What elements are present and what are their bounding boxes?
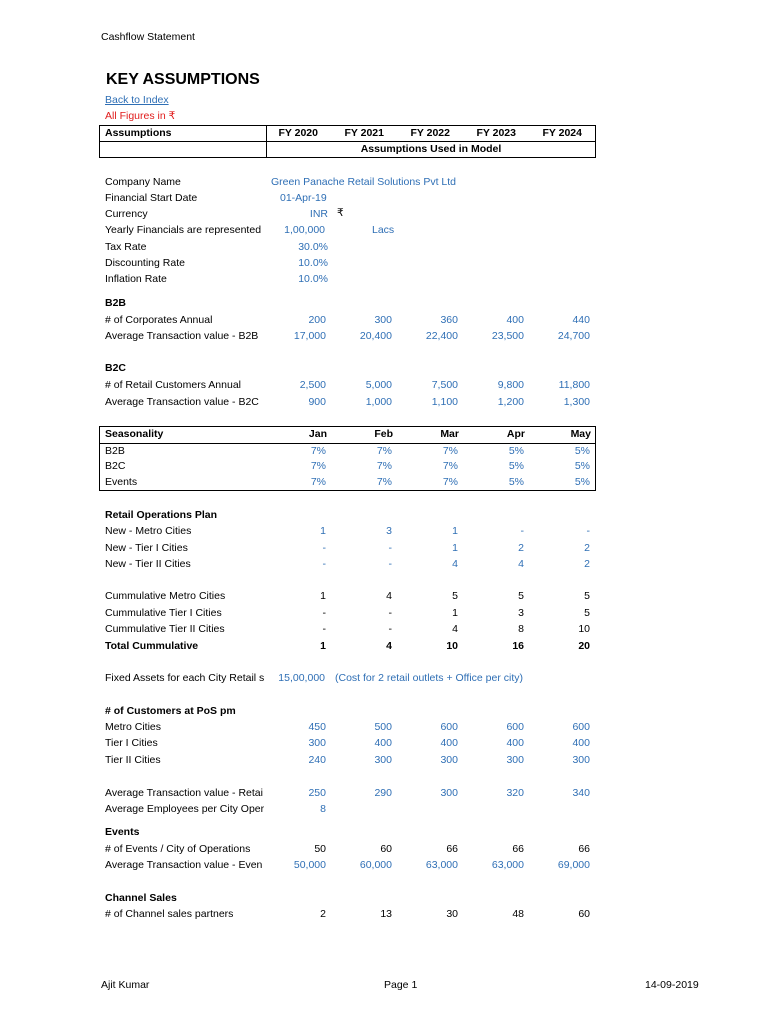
row-value: 22,400 xyxy=(425,330,458,342)
footer-date: 14-09-2019 xyxy=(645,979,699,991)
row-value: 3 xyxy=(386,525,392,537)
row-value: 300 xyxy=(308,737,326,749)
row-value: 66 xyxy=(578,843,590,855)
page-title: KEY ASSUMPTIONS xyxy=(106,71,260,88)
year-header: FY 2022 xyxy=(410,127,450,139)
row-value: 4 xyxy=(452,623,458,635)
row-value: 600 xyxy=(506,721,524,733)
start-date-value: 01-Apr-19 xyxy=(280,192,327,204)
row-label: Metro Cities xyxy=(105,721,162,733)
yearly-financials-value: 1,00,000 xyxy=(284,224,325,236)
row-value: 1 xyxy=(320,590,326,602)
row-value: 300 xyxy=(374,314,392,326)
row-label: Average Transaction value - B2C xyxy=(105,396,259,408)
row-value: - xyxy=(388,607,392,619)
atv-retail-value: 250 xyxy=(308,787,326,799)
row-label: New - Metro Cities xyxy=(105,525,192,537)
inflation-rate-label: Inflation Rate xyxy=(105,273,167,285)
row-value: 60,000 xyxy=(359,859,392,871)
row-value: 2,500 xyxy=(299,379,326,391)
discount-rate-label: Discounting Rate xyxy=(105,257,185,269)
start-date-label: Financial Start Date xyxy=(105,192,198,204)
row-label: B2C xyxy=(105,460,126,472)
figures-note: All Figures in ₹ xyxy=(105,110,176,122)
header-divider xyxy=(99,141,596,142)
total-cumulative-value: 1 xyxy=(320,640,326,652)
row-value: 50,000 xyxy=(293,859,326,871)
yearly-financials-unit: Lacs xyxy=(372,224,395,236)
row-value: 5% xyxy=(574,476,590,488)
month-header: May xyxy=(570,428,591,440)
row-value: 1,000 xyxy=(365,396,392,408)
row-value: 4 xyxy=(386,590,392,602)
row-label: # of Events / City of Operations xyxy=(105,843,251,855)
month-header: Feb xyxy=(374,428,393,440)
row-value: 63,000 xyxy=(425,859,458,871)
row-value: 7% xyxy=(310,445,326,457)
channel-heading: Channel Sales xyxy=(105,892,177,904)
row-value: 24,700 xyxy=(557,330,590,342)
row-value: 900 xyxy=(308,396,326,408)
row-label: Tier I Cities xyxy=(105,737,158,749)
total-cumulative-label: Total Cummulative xyxy=(105,640,199,652)
row-label: Events xyxy=(105,476,138,488)
row-value: 3 xyxy=(518,607,524,619)
tax-rate-label: Tax Rate xyxy=(105,241,147,253)
row-value: 400 xyxy=(440,737,458,749)
row-value: 300 xyxy=(374,754,392,766)
fixed-assets-note: (Cost for 2 retail outlets + Office per city) xyxy=(335,672,524,684)
inflation-rate-value: 10.0% xyxy=(298,273,328,285)
row-value: 7% xyxy=(376,460,392,472)
row-value: 400 xyxy=(506,737,524,749)
row-value: 1 xyxy=(452,542,458,554)
row-value: 7% xyxy=(442,460,458,472)
row-value: 5,000 xyxy=(365,379,392,391)
row-value: 5% xyxy=(574,445,590,457)
row-value: 7,500 xyxy=(431,379,458,391)
fixed-assets-label: Fixed Assets for each City Retail s xyxy=(105,672,265,684)
row-value: 5% xyxy=(574,460,590,472)
atv-retail-value: 300 xyxy=(440,787,458,799)
row-value: 20,400 xyxy=(359,330,392,342)
row-value: 13 xyxy=(380,908,392,920)
currency-label: Currency xyxy=(105,208,148,220)
row-value: 5% xyxy=(508,460,524,472)
row-value: 240 xyxy=(308,754,326,766)
b2b-heading: B2B xyxy=(105,297,127,309)
row-value: - xyxy=(520,525,524,537)
row-value: 7% xyxy=(310,476,326,488)
back-to-index-link[interactable]: Back to Index xyxy=(105,94,169,106)
row-value: - xyxy=(322,558,326,570)
month-header: Mar xyxy=(440,428,459,440)
row-value: 2 xyxy=(584,542,590,554)
row-value: 60 xyxy=(380,843,392,855)
row-value: 30 xyxy=(446,908,458,920)
row-value: 50 xyxy=(314,843,326,855)
avg-employees-value: 8 xyxy=(320,803,326,815)
row-value: 4 xyxy=(518,558,524,570)
seasonality-heading: Seasonality xyxy=(105,428,164,440)
row-value: 7% xyxy=(442,476,458,488)
row-value: 66 xyxy=(512,843,524,855)
row-value: 200 xyxy=(308,314,326,326)
row-value: 1 xyxy=(452,607,458,619)
row-label: Cummulative Tier II Cities xyxy=(105,623,225,635)
row-value: 1,100 xyxy=(431,396,458,408)
row-value: 1 xyxy=(320,525,326,537)
atv-retail-value: 290 xyxy=(374,787,392,799)
row-value: 440 xyxy=(572,314,590,326)
row-value: 48 xyxy=(512,908,524,920)
row-value: 23,500 xyxy=(491,330,524,342)
row-value: 7% xyxy=(376,445,392,457)
events-heading: Events xyxy=(105,826,140,838)
model-subheader: Assumptions Used in Model xyxy=(360,143,502,155)
row-value: 2 xyxy=(320,908,326,920)
row-value: - xyxy=(322,623,326,635)
fixed-assets-value: 15,00,000 xyxy=(278,672,325,684)
retail-ops-heading: Retail Operations Plan xyxy=(105,509,218,521)
row-value: 5 xyxy=(452,590,458,602)
company-name-value: Green Panache Retail Solutions Pvt Ltd xyxy=(271,176,457,188)
document-title: Cashflow Statement xyxy=(101,31,195,43)
row-value: 60 xyxy=(578,908,590,920)
seasonality-divider xyxy=(99,443,596,444)
atv-retail-label: Average Transaction value - Retai xyxy=(105,787,263,799)
row-label: # of Channel sales partners xyxy=(105,908,234,920)
assumptions-header-label: Assumptions xyxy=(105,127,172,139)
b2c-heading: B2C xyxy=(105,362,127,374)
total-cumulative-value: 10 xyxy=(446,640,458,652)
row-label: Average Transaction value - Even xyxy=(105,859,263,871)
year-header: FY 2020 xyxy=(278,127,318,139)
row-label: Tier II Cities xyxy=(105,754,161,766)
row-value: 400 xyxy=(572,737,590,749)
footer-author: Ajit Kumar xyxy=(101,979,150,991)
row-value: 11,800 xyxy=(558,379,590,391)
row-label: Average Transaction value - B2B xyxy=(105,330,259,342)
row-value: 2 xyxy=(518,542,524,554)
row-value: - xyxy=(322,542,326,554)
row-value: 7% xyxy=(442,445,458,457)
row-label: B2B xyxy=(105,445,125,457)
row-value: 300 xyxy=(506,754,524,766)
row-value: 4 xyxy=(452,558,458,570)
total-cumulative-value: 4 xyxy=(386,640,392,652)
row-value: 1,200 xyxy=(497,396,524,408)
row-value: 500 xyxy=(374,721,392,733)
tax-rate-value: 30.0% xyxy=(298,241,328,253)
row-label: Cummulative Tier I Cities xyxy=(105,607,222,619)
total-cumulative-value: 16 xyxy=(512,640,524,652)
row-value: 5 xyxy=(584,590,590,602)
row-value: - xyxy=(322,607,326,619)
currency-value: INR xyxy=(309,208,328,220)
row-value: 1,300 xyxy=(563,396,590,408)
row-label: New - Tier II Cities xyxy=(105,558,191,570)
row-value: 66 xyxy=(446,843,458,855)
customers-heading: # of Customers at PoS pm xyxy=(105,705,236,717)
avg-employees-label: Average Employees per City Oper xyxy=(105,803,265,815)
row-value: - xyxy=(586,525,590,537)
year-header: FY 2024 xyxy=(542,127,582,139)
row-label: Cummulative Metro Cities xyxy=(105,590,226,602)
row-value: 69,000 xyxy=(557,859,590,871)
row-value: 5 xyxy=(518,590,524,602)
row-value: 8 xyxy=(518,623,524,635)
discount-rate-value: 10.0% xyxy=(298,257,328,269)
year-header: FY 2021 xyxy=(344,127,384,139)
row-value: 5% xyxy=(508,445,524,457)
row-value: 300 xyxy=(440,754,458,766)
row-value: - xyxy=(388,623,392,635)
row-value: 400 xyxy=(506,314,524,326)
row-label: New - Tier I Cities xyxy=(105,542,188,554)
atv-retail-value: 320 xyxy=(506,787,524,799)
row-value: 300 xyxy=(572,754,590,766)
row-value: 17,000 xyxy=(293,330,326,342)
rupee-symbol: ₹ xyxy=(337,207,344,219)
atv-retail-value: 340 xyxy=(572,787,590,799)
yearly-financials-label: Yearly Financials are represented xyxy=(105,224,262,236)
total-cumulative-value: 20 xyxy=(578,640,590,652)
footer-page: Page 1 xyxy=(384,979,418,991)
year-header: FY 2023 xyxy=(476,127,516,139)
row-value: 5% xyxy=(508,476,524,488)
company-name-label: Company Name xyxy=(105,176,181,188)
row-value: 7% xyxy=(376,476,392,488)
row-label: # of Corporates Annual xyxy=(105,314,213,326)
row-value: 2 xyxy=(584,558,590,570)
month-header: Jan xyxy=(308,428,327,440)
row-value: 5 xyxy=(584,607,590,619)
row-value: 400 xyxy=(374,737,392,749)
row-value: - xyxy=(388,542,392,554)
row-label: # of Retail Customers Annual xyxy=(105,379,241,391)
row-value: 360 xyxy=(440,314,458,326)
row-value: 7% xyxy=(310,460,326,472)
row-value: 1 xyxy=(452,525,458,537)
row-value: 600 xyxy=(440,721,458,733)
row-value: - xyxy=(388,558,392,570)
row-value: 600 xyxy=(572,721,590,733)
row-value: 9,800 xyxy=(497,379,524,391)
row-value: 450 xyxy=(308,721,326,733)
row-value: 63,000 xyxy=(491,859,524,871)
month-header: Apr xyxy=(506,428,525,440)
row-value: 10 xyxy=(578,623,590,635)
